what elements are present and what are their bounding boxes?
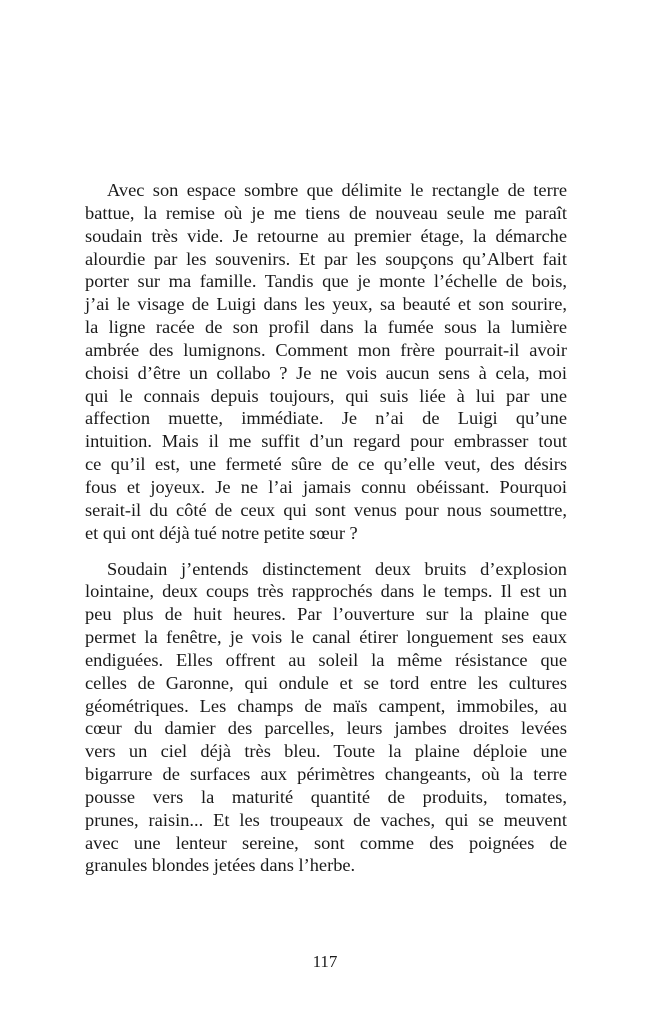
- text-line: cœur du damier des parcelles, leurs jambes droites levées: [85, 718, 567, 739]
- text-line: peu plus de huit heures. Par l’ouverture sur la plaine que: [85, 604, 567, 625]
- paragraph: [85, 179, 567, 545]
- text-line: avec une lenteur sereine, sont comme des poignées de: [85, 832, 567, 853]
- text-line: Avec son espace sombre que délimite le rectangle de terre: [107, 180, 567, 200]
- text-line: granules blondes jetées dans l’herbe.: [85, 855, 356, 876]
- text-line: serait-il du côté de ceux qui sont venus pour nous soumettre,: [85, 499, 567, 520]
- text-line: qui le connais depuis toujours, qui suis liée à lui par une: [85, 385, 567, 406]
- paragraph: [85, 558, 567, 878]
- text-line: la ligne racée de son profil dans la fumée sous la lumière: [85, 317, 567, 338]
- text-line: porter sur ma famille. Tandis que je monte l’échelle de bois,: [85, 271, 567, 292]
- text-line: vers un ciel déjà très bleu. Toute la plaine déploie une: [85, 741, 567, 762]
- text-line: Soudain j’entends distinctement deux bruits d’explosion: [107, 558, 567, 579]
- text-line: intuition. Mais il me suffit d’un regard pour embrasser tout: [85, 431, 567, 452]
- text-line: affection muette, immédiate. Je n’ai de Luigi qu’une: [85, 408, 567, 429]
- text-line: pousse vers la maturité quantité de produits, tomates,: [85, 786, 567, 807]
- text-line: fous et joyeux. Je ne l’ai jamais connu obéissant. Pourquoi: [85, 476, 567, 497]
- text-line: lointaine, deux coups très rapprochés dans le temps. Il est un: [85, 581, 567, 602]
- text-line: géométriques. Les champs de maïs campent, immobiles, au: [85, 695, 567, 716]
- text-line: permet la fenêtre, je vois le canal étirer longuement ses eaux: [85, 627, 567, 648]
- text-line: soudain très vide. Je retourne au premier étage, la démarche: [85, 225, 567, 246]
- text-line: endiguées. Elles offrent au soleil la même résistance que: [85, 649, 567, 670]
- text-line: ambrée des lumignons. Comment mon frère pourrait-il avoir: [85, 339, 567, 360]
- text-line: et qui ont déjà tué notre petite sœur ?: [85, 522, 358, 543]
- text-line: celles de Garonne, qui ondule et se tord entre les cultures: [85, 672, 567, 693]
- page-number: 117: [312, 952, 338, 971]
- text-line: alourdie par les souvenirs. Et par les soupçons qu’Albert fait: [85, 248, 567, 269]
- text-line: ce qu’il est, une fermeté sûre de ce qu’elle veut, des désirs: [85, 454, 567, 475]
- text-line: j’ai le visage de Luigi dans les yeux, sa beauté et son sourire,: [85, 294, 567, 315]
- text-line: battue, la remise où je me tiens de nouveau seule me paraît: [85, 202, 567, 223]
- text-line: bigarrure de surfaces aux périmètres changeants, où la terre: [85, 764, 567, 785]
- text-line: prunes, raisin... Et les troupeaux de vaches, qui se meuvent: [85, 809, 567, 830]
- body-text: [85, 179, 567, 877]
- text-line: choisi d’être un collabo ? Je ne vois aucun sens à cela, moi: [85, 362, 567, 383]
